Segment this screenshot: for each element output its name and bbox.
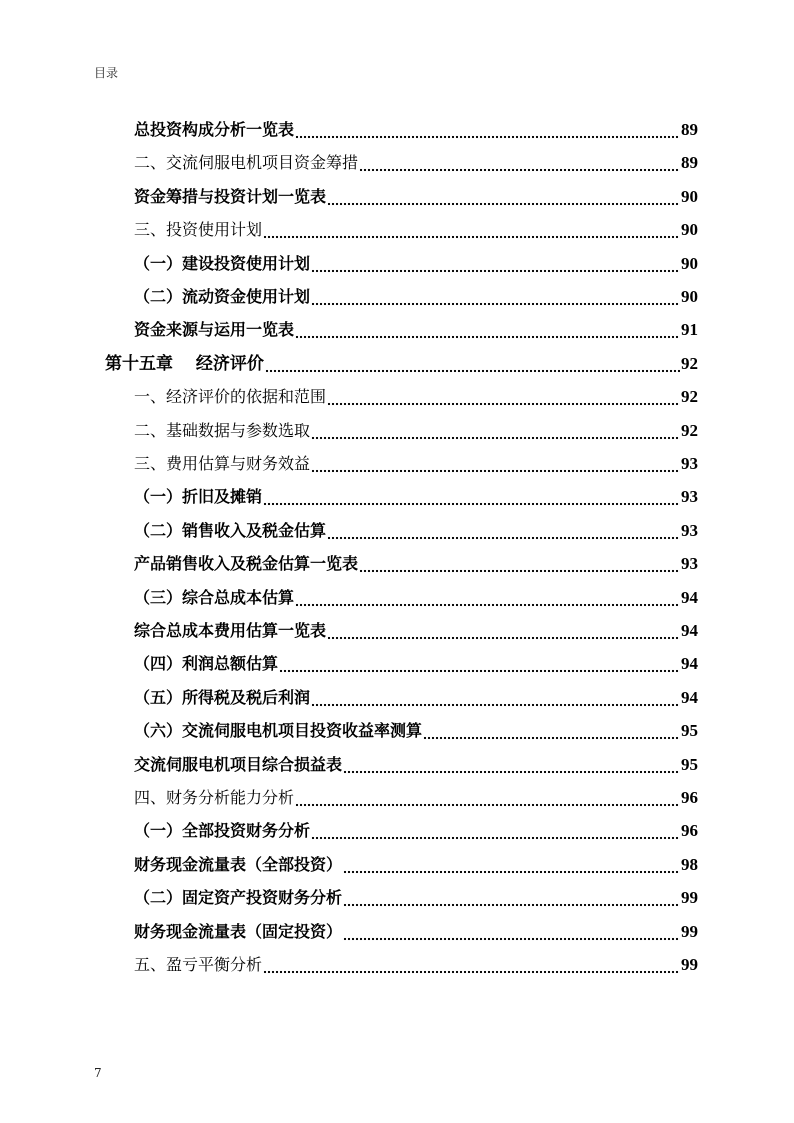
toc-entry[interactable]: [134, 584, 698, 608]
toc-entry-page: 90: [681, 220, 698, 240]
toc-entry-title: 二、交流伺服电机项目资金筹措: [134, 153, 359, 173]
toc-entry-page: 90: [681, 253, 698, 273]
dot-leader: [295, 788, 680, 808]
toc-entry[interactable]: [134, 918, 698, 942]
toc-entry[interactable]: [134, 684, 698, 708]
toc-entry-title: 总投资构成分析一览表: [134, 120, 295, 139]
toc-entry-title: 资金筹措与投资计划一览表: [134, 186, 327, 206]
dot-leader: [359, 554, 680, 574]
toc-entry[interactable]: [134, 183, 698, 207]
toc-entry-page: 92: [681, 387, 698, 407]
toc-entry-title: （一）全部投资财务分析: [134, 821, 311, 841]
toc-entry-page: 93: [681, 520, 698, 540]
toc-entry-title: （一）建设投资使用计划: [134, 253, 311, 273]
dot-leader: [343, 922, 680, 942]
toc-entry-title: 财务现金流量表（全部投资）: [134, 854, 343, 874]
dot-leader: [295, 320, 680, 340]
dot-leader: [263, 955, 680, 975]
toc-entry[interactable]: [134, 817, 698, 841]
toc-entry[interactable]: [105, 350, 698, 374]
toc-entry[interactable]: [134, 784, 698, 808]
toc-entry-title: （四）利润总额估算: [134, 654, 279, 674]
toc-entry-title: （一）折旧及摊销: [134, 487, 263, 507]
dot-leader: [263, 220, 680, 240]
toc-entry-title: （二）固定资产投资财务分析: [134, 888, 343, 908]
page-number: 7: [94, 1066, 102, 1080]
dot-leader: [327, 187, 680, 207]
toc-entry[interactable]: [134, 216, 698, 240]
toc-entry[interactable]: [134, 383, 698, 407]
toc-entry-title: 五、盈亏平衡分析: [134, 955, 263, 974]
toc-entry[interactable]: [134, 316, 698, 340]
dot-leader: [295, 588, 680, 608]
toc-entry[interactable]: [134, 751, 698, 775]
toc-entry[interactable]: [134, 884, 698, 908]
toc-entry[interactable]: [134, 417, 698, 441]
dot-leader: [311, 421, 680, 441]
toc-entry-title: 四、财务分析能力分析: [134, 788, 295, 807]
toc-entry-page: 93: [681, 454, 698, 473]
toc-entry[interactable]: [134, 951, 698, 975]
toc-entry-page: 99: [681, 921, 698, 941]
toc-entry[interactable]: [134, 450, 698, 474]
dot-leader: [327, 521, 680, 541]
toc-entry-title: 一、经济评价的依据和范围: [134, 387, 327, 407]
toc-entry[interactable]: [134, 116, 698, 140]
toc-entry-page: 95: [681, 754, 698, 774]
toc-entry-title: 资金来源与运用一览表: [134, 320, 295, 340]
dot-leader: [279, 654, 680, 674]
toc-entry[interactable]: [134, 149, 698, 173]
toc-entry-title: 三、费用估算与财务效益: [134, 454, 311, 473]
toc-entry[interactable]: [134, 851, 698, 875]
toc-entry-page: 92: [681, 353, 698, 373]
toc-entry-page: 98: [681, 854, 698, 874]
toc-entry-title: （三）综合总成本估算: [134, 587, 295, 607]
toc-entry[interactable]: [134, 617, 698, 641]
toc-entry[interactable]: [134, 650, 698, 674]
toc-entry-title: 三、投资使用计划: [134, 220, 263, 240]
dot-leader: [327, 621, 680, 641]
toc-entry[interactable]: [134, 717, 698, 741]
toc-entry-title: 综合总成本费用估算一览表: [134, 621, 327, 640]
toc-entry-page: 93: [681, 487, 698, 507]
toc-entry-title: 财务现金流量表（固定投资）: [134, 921, 343, 941]
toc-entry[interactable]: [134, 550, 698, 574]
dot-leader: [343, 888, 680, 908]
toc-entry-title: 第十五章 经济评价: [105, 353, 264, 374]
dot-leader: [343, 855, 680, 875]
toc-entry-page: 94: [681, 687, 698, 707]
toc-entry-page: 95: [681, 721, 698, 741]
toc-entry-title: 交流伺服电机项目综合损益表: [134, 754, 343, 774]
toc-entry-title: （五）所得税及税后利润: [134, 687, 311, 707]
dot-leader: [311, 821, 680, 841]
dot-leader: [359, 153, 680, 173]
dot-leader: [327, 387, 680, 407]
dot-leader: [263, 487, 680, 507]
running-header: 目录: [94, 66, 119, 80]
toc-entry-title: （二）流动资金使用计划: [134, 287, 311, 306]
toc-entry-page: 94: [681, 654, 698, 674]
dot-leader: [295, 120, 680, 140]
toc-entry-title: 二、基础数据与参数选取: [134, 420, 311, 440]
dot-leader: [311, 254, 680, 274]
dot-leader: [311, 454, 680, 474]
toc-entry-title: （六）交流伺服电机项目投资收益率测算: [134, 721, 423, 741]
dot-leader: [311, 287, 680, 307]
toc-entry-page: 94: [681, 621, 698, 640]
dot-leader: [423, 721, 680, 741]
toc-entry-page: 99: [681, 888, 698, 908]
toc-entry-page: 96: [681, 788, 698, 807]
toc-entry-page: 94: [681, 587, 698, 607]
toc-entry-page: 90: [681, 186, 698, 206]
dot-leader: [265, 354, 680, 374]
toc-entry-page: 89: [681, 120, 698, 139]
toc-entry-page: 93: [681, 554, 698, 574]
toc-entry-page: 99: [681, 955, 698, 974]
toc-entry-page: 92: [681, 420, 698, 440]
toc-entry[interactable]: [134, 483, 698, 507]
toc-entry-title: （二）销售收入及税金估算: [134, 520, 327, 540]
toc-entry-page: 90: [681, 287, 698, 306]
dot-leader: [311, 688, 680, 708]
toc-entry[interactable]: [134, 283, 698, 307]
dot-leader: [343, 755, 680, 775]
toc-entry-page: 89: [681, 153, 698, 173]
toc-entry-title: 产品销售收入及税金估算一览表: [134, 554, 359, 574]
toc-entry-page: 96: [681, 821, 698, 841]
toc-entry[interactable]: [134, 517, 698, 541]
toc-entry[interactable]: [134, 250, 698, 274]
toc-entry-page: 91: [681, 320, 698, 340]
